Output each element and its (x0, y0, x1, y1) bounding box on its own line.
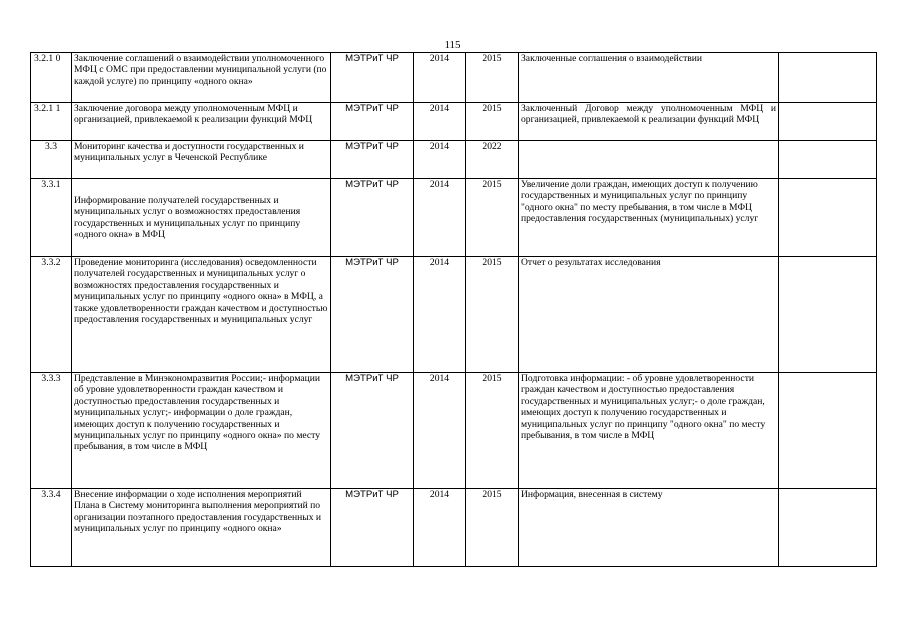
start-year: 2014 (414, 257, 466, 373)
expected-result: Заключенный Договор между уполномоченным МФЦ и организацией, привлекаемой к реализации функций МФЦ (519, 103, 779, 141)
activity-description: Внесение информации о ходе исполнения мероприятий Плана в Систему мониторинга выполнения мероприятий по организации поэтапного предоставления государственных и муниципальных услуг по принципу «одного окна» (72, 489, 331, 567)
responsible-executor: МЭТРиТ ЧР (331, 103, 414, 141)
table-row (31, 179, 877, 257)
end-year: 2022 (466, 141, 519, 179)
end-year: 2015 (466, 257, 519, 373)
expected-result (519, 141, 779, 179)
end-year: 2015 (466, 53, 519, 103)
start-year: 2014 (414, 103, 466, 141)
note-cell (779, 489, 877, 567)
note-cell (779, 103, 877, 141)
start-year: 2014 (414, 141, 466, 179)
note-cell (779, 141, 877, 179)
expected-result: Заключенные соглашения о взаимодействии (519, 53, 779, 103)
expected-result: Подготовка информации: - об уровне удовлетворенности граждан качеством и доступностью предоставления государственных и муниципальных услуг;- о доле граждан, имеющих доступ к получению государственных и муниципальных услуг по принципу "одного окна" по месту пребывания, в том числе в МФЦ (519, 373, 779, 489)
responsible-executor: МЭТРиТ ЧР (331, 141, 414, 179)
activity-description: Заключение договора между уполномоченным МФЦ и организацией, привлекаемой к реализации функций МФЦ (72, 103, 331, 141)
activity-description: Информирование получателей государственных и муниципальных услуг о возможностях предоставления государственных и муниципальных услуг по принципу «одного окна» в МФЦ (72, 179, 331, 257)
item-number: 3.2.1 0 (31, 53, 72, 103)
action-plan-table (30, 52, 877, 567)
item-number: 3.2.1 1 (31, 103, 72, 141)
note-cell (779, 179, 877, 257)
end-year: 2015 (466, 489, 519, 567)
end-year: 2015 (466, 179, 519, 257)
item-number: 3.3 (31, 141, 72, 179)
start-year: 2014 (414, 179, 466, 257)
expected-result: Увеличение доли граждан, имеющих доступ к получению государственных и муниципальных услуг по принципу "одного окна" по месту пребывания, в том числе в МФЦ предоставления государственных (муниципальных) услуг (519, 179, 779, 257)
table-row (31, 103, 877, 141)
start-year: 2014 (414, 489, 466, 567)
item-number: 3.3.4 (31, 489, 72, 567)
activity-description: Заключение соглашений о взаимодействии уполномоченного МФЦ с ОМС при предоставлении муниципальной услуги (по каждой услуге) по принципу «одного окна» (72, 53, 331, 103)
responsible-executor: МЭТРиТ ЧР (331, 257, 414, 373)
end-year: 2015 (466, 373, 519, 489)
activity-description: Представление в Минэкономразвития России;- информации об уровне удовлетворенности граждан качеством и доступностью предоставления государственных и муниципальных услуг;- информации о доле граждан, имеющих доступ к получению государственных и муниципальных услуг по принципу «одного окна» по месту пребывания, в том числе в МФЦ (72, 373, 331, 489)
table-row (31, 489, 877, 567)
start-year: 2014 (414, 53, 466, 103)
expected-result: Информация, внесенная в систему (519, 489, 779, 567)
responsible-executor: МЭТРиТ ЧР (331, 53, 414, 103)
responsible-executor: МЭТРиТ ЧР (331, 179, 414, 257)
end-year: 2015 (466, 103, 519, 141)
activity-description: Проведение мониторинга (исследования) осведомленности получателей государственных и муниципальных услуг о возможностях предоставления государственных и муниципальных услуг по принципу «одного окна» в МФЦ, а также удовлетворенности граждан качеством и доступностью предоставления государственных и муниципальных услуг (72, 257, 331, 373)
item-number: 3.3.2 (31, 257, 72, 373)
responsible-executor: МЭТРиТ ЧР (331, 489, 414, 567)
table-row (31, 373, 877, 489)
expected-result: Отчет о результатах исследования (519, 257, 779, 373)
note-cell (779, 257, 877, 373)
start-year: 2014 (414, 373, 466, 489)
page-number: 115 (444, 39, 461, 51)
note-cell (779, 53, 877, 103)
table-row (31, 53, 877, 103)
item-number: 3.3.3 (31, 373, 72, 489)
note-cell (779, 373, 877, 489)
table-row (31, 141, 877, 179)
item-number: 3.3.1 (31, 179, 72, 257)
table-row (31, 257, 877, 373)
activity-description: Мониторинг качества и доступности государственных и муниципальных услуг в Чеченской Республике (72, 141, 331, 179)
responsible-executor: МЭТРиТ ЧР (331, 373, 414, 489)
